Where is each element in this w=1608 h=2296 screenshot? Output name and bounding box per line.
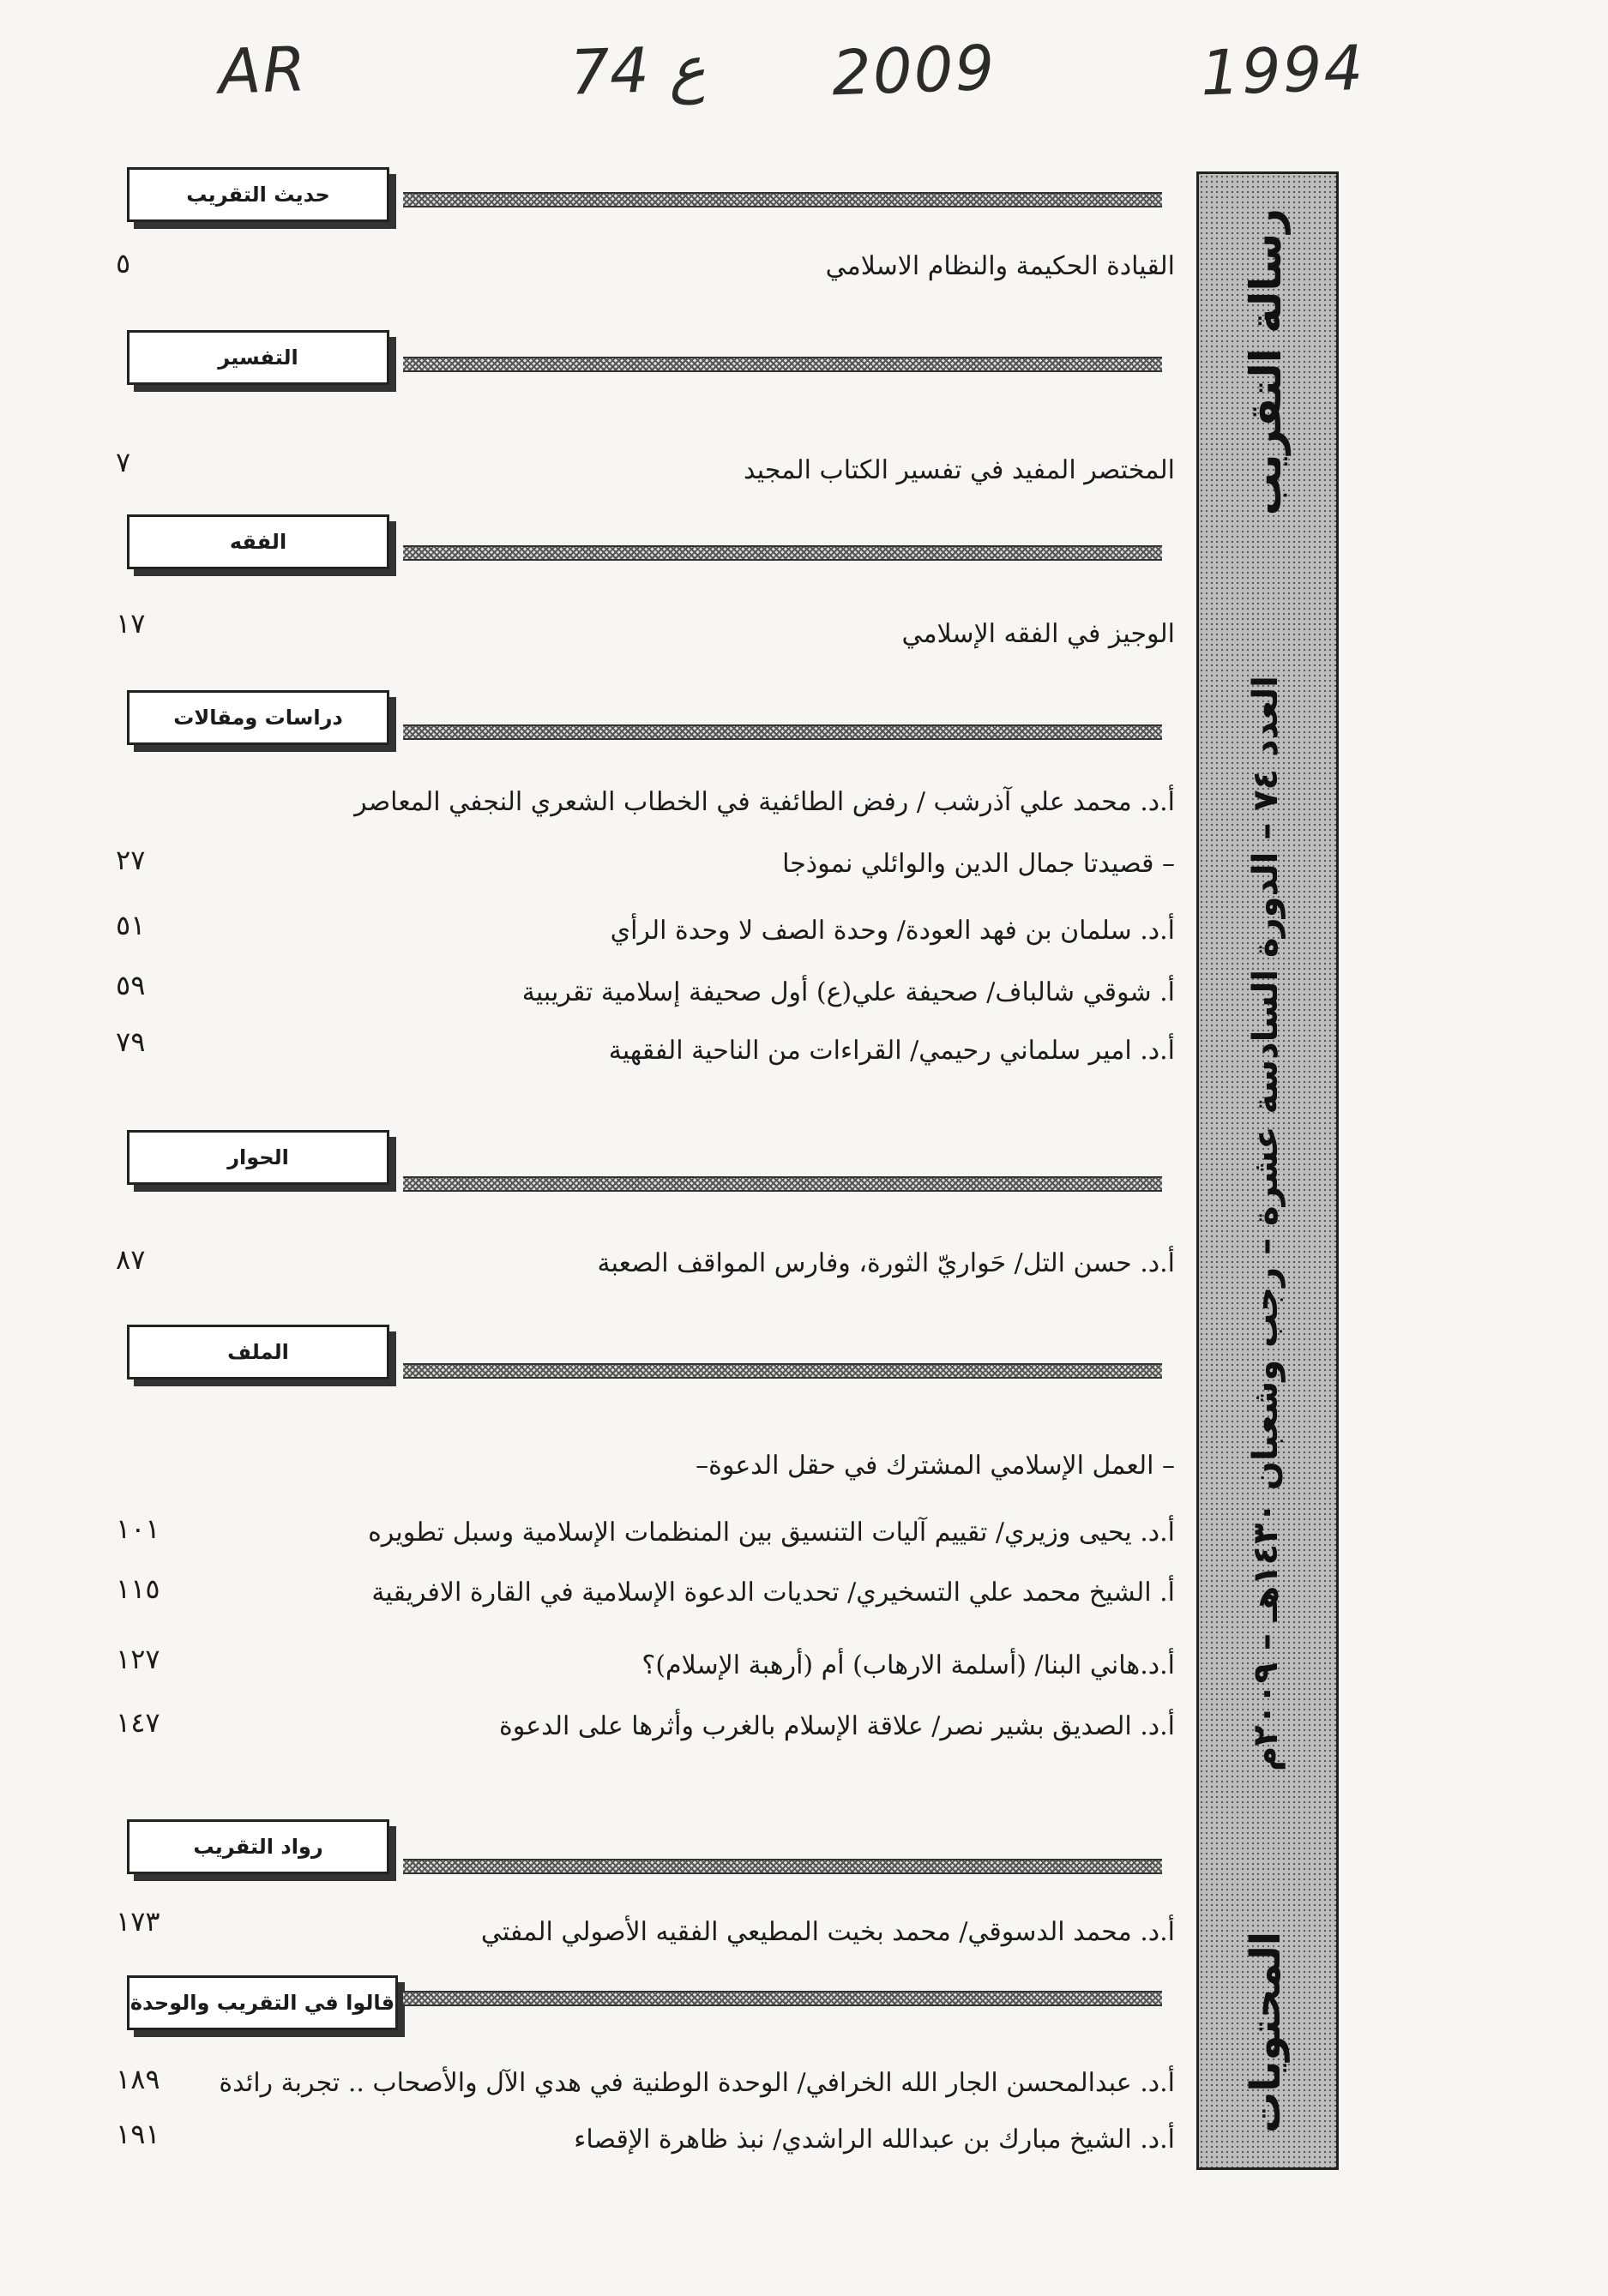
section-divider <box>403 357 1162 372</box>
toc-entry: أ.د. محمد علي آذرشب / رفض الطائفية في الخطاب الشعري النجفي المعاصر <box>354 787 1175 817</box>
toc-entry: أ. الشيخ محمد علي التسخيري/ تحديات الدعوة الإسلامية في القارة الافريقية <box>371 1578 1175 1608</box>
handwritten-note: 74 ع <box>569 32 707 109</box>
toc-page-number: ١٤٧ <box>116 1706 160 1739</box>
toc-page-number: ٥٩ <box>116 969 146 1001</box>
toc-page-number: ٧٩ <box>116 1025 146 1058</box>
section-divider <box>403 545 1162 561</box>
toc-page-number: ١٢٧ <box>116 1643 160 1675</box>
journal-title: رسالة التقريب <box>1241 208 1291 516</box>
toc-page-number: ٧ <box>116 446 131 478</box>
section-header: الملف <box>127 1325 389 1379</box>
toc-page-number: ١٧٣ <box>116 1905 160 1938</box>
toc-entry: المختصر المفيد في تفسير الكتاب المجيد <box>744 455 1175 485</box>
handwritten-note: 1994 <box>1199 31 1366 110</box>
section-header: دراسات ومقالات <box>127 690 389 745</box>
toc-page-number: ٢٧ <box>116 844 146 876</box>
toc-entry: الوجيز في الفقه الإسلامي <box>901 619 1175 649</box>
issue-line: العدد ٧٤ – الدورة السادسة عشرة – رجب وشعبان ١٤٣٠هـ – ٢٠٠٩م <box>1246 676 1286 1772</box>
section-header: قالوا في التقريب والوحدة <box>127 1975 398 2030</box>
toc-entry: أ.د. عبدالمحسن الجار الله الخرافي/ الوحدة الوطنية في هدي الآل والأصحاب .. تجربة رائدة <box>219 2068 1175 2098</box>
toc-page-number: ١٨٩ <box>116 2063 160 2095</box>
toc-entry: – العمل الإسلامي المشترك في حقل الدعوة– <box>696 1451 1175 1481</box>
section-divider <box>403 1363 1162 1379</box>
toc-page-number: ٨٧ <box>116 1243 146 1276</box>
toc-entry: – قصيدتا جمال الدين والوائلي نموذجا <box>782 849 1175 879</box>
toc-entry: أ.د.هاني البنا/ (أسلمة الارهاب) أم (أرهبة الإسلام)؟ <box>641 1650 1175 1680</box>
toc-entry: أ.د. يحيى وزيري/ تقييم آليات التنسيق بين المنظمات الإسلامية وسبل تطويره <box>368 1518 1175 1548</box>
toc-page-number: ١١٥ <box>116 1572 160 1605</box>
handwritten-note: AR <box>217 33 309 108</box>
toc-entry: أ.د. محمد الدسوقي/ محمد بخيت المطيعي الفقيه الأصولي المفتي <box>480 1917 1175 1947</box>
toc-entry: أ.د. الصديق بشير نصر/ علاقة الإسلام بالغرب وأثرها على الدعوة <box>499 1711 1175 1741</box>
toc-page-number: ١٠١ <box>116 1512 160 1545</box>
toc-page-number: ٥ <box>116 247 131 279</box>
section-divider <box>403 192 1162 207</box>
section-header: الحوار <box>127 1130 389 1185</box>
handwritten-note: 2009 <box>830 31 997 110</box>
toc-entry: أ.د. سلمان بن فهد العودة/ وحدة الصف لا وحدة الرأي <box>610 916 1175 946</box>
section-divider <box>403 1991 1162 2006</box>
toc-page-number: ١٧ <box>116 607 146 640</box>
toc-entry: أ.د. امير سلماني رحيمي/ القراءات من الناحية الفقهية <box>608 1036 1175 1066</box>
section-header: حديث التقريب <box>127 167 389 222</box>
section-header: رواد التقريب <box>127 1819 389 1874</box>
section-divider <box>403 1176 1162 1192</box>
toc-page-number: ٥١ <box>116 909 146 941</box>
section-divider <box>403 1859 1162 1874</box>
toc-entry: أ.د. حسن التل/ حَواريّ الثورة، وفارس المواقف الصعبة <box>597 1248 1175 1278</box>
journal-side-band <box>1196 171 1339 2170</box>
toc-entry: أ.د. الشيخ مبارك بن عبدالله الراشدي/ نبذ ظاهرة الإقصاء <box>574 2125 1175 2155</box>
toc-page-number: ١٩١ <box>116 2118 160 2150</box>
toc-entry: القيادة الحكيمة والنظام الاسلامي <box>825 251 1175 281</box>
section-divider <box>403 724 1162 740</box>
section-header: التفسير <box>127 330 389 385</box>
toc-entry: أ. شوقي شالباف/ صحيفة علي(ع) أول صحيفة إسلامية تقريبية <box>521 977 1175 1007</box>
section-header: الفقه <box>127 514 389 569</box>
contents-label: المحتويات <box>1242 1931 1290 2133</box>
